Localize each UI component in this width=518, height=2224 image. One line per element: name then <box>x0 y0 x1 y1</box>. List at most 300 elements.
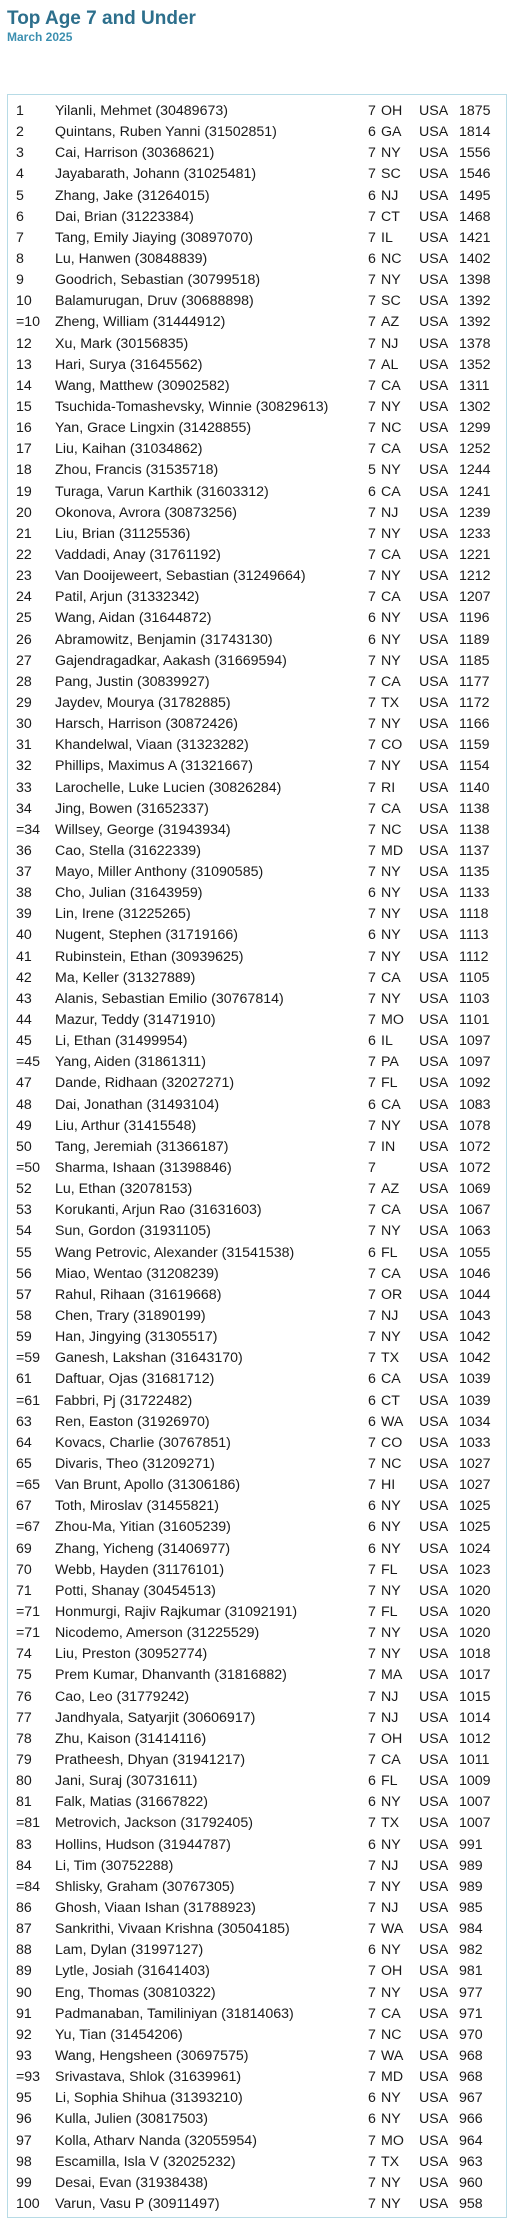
player-name: Li, Ethan (31499954) <box>55 1033 188 1050</box>
player-name: Gajendragadkar, Aakash (31669594) <box>55 652 287 669</box>
list-item <box>8 1454 506 1475</box>
list-item <box>8 503 506 524</box>
player-name: Prem Kumar, Dhanvanth (31816882) <box>55 1667 287 1684</box>
list-item <box>8 1221 506 1242</box>
player-rating: 1252 <box>459 441 491 458</box>
player-federation: USA <box>419 568 449 585</box>
player-age: 7 <box>368 1350 376 1367</box>
player-federation: USA <box>419 2174 449 2191</box>
player-rank: 24 <box>16 589 32 606</box>
list-item <box>8 249 506 270</box>
list-item <box>8 1391 506 1412</box>
player-federation: USA <box>419 187 449 204</box>
list-item <box>8 1813 506 1834</box>
player-rating: 1402 <box>459 250 491 267</box>
player-name: Quintans, Ruben Yanni (31502851) <box>55 124 277 141</box>
player-state: CA <box>381 1202 401 1219</box>
player-federation: USA <box>419 1603 449 1620</box>
player-federation: USA <box>419 1286 449 1303</box>
player-federation: USA <box>419 1646 449 1663</box>
list-item <box>8 904 506 925</box>
player-age: 6 <box>368 1371 376 1388</box>
player-rank: 40 <box>16 927 32 944</box>
list-item <box>8 524 506 545</box>
player-state: OR <box>381 1286 403 1303</box>
player-rank: 17 <box>16 441 32 458</box>
player-state: NY <box>381 1117 401 1134</box>
player-rank: 86 <box>16 1899 32 1916</box>
player-rank: 78 <box>16 1730 32 1747</box>
player-name: Li, Tim (30752288) <box>55 1857 174 1874</box>
player-name: Van Dooijeweert, Sebastian (31249664) <box>55 568 306 585</box>
player-age: 7 <box>368 103 376 119</box>
list-item <box>8 2088 506 2109</box>
list-item <box>8 1073 506 1094</box>
player-federation: USA <box>419 948 449 965</box>
player-federation: USA <box>419 1899 449 1916</box>
player-state: TX <box>381 694 400 711</box>
player-federation: USA <box>419 1688 449 1705</box>
player-rating: 1118 <box>459 906 489 923</box>
player-rating: 991 <box>459 1836 483 1853</box>
player-rating: 1241 <box>459 483 491 500</box>
player-state: NY <box>381 1984 401 2001</box>
player-age: 7 <box>368 737 376 754</box>
player-age: 6 <box>368 1244 376 1261</box>
player-name: Patil, Arjun (31332342) <box>55 589 200 606</box>
list-item <box>8 1095 506 1116</box>
player-age: 7 <box>368 2195 376 2212</box>
player-state: CT <box>381 1392 400 1409</box>
player-rank: 6 <box>16 208 24 225</box>
player-age: 7 <box>368 546 376 563</box>
player-age: 7 <box>368 716 376 733</box>
player-age: 7 <box>368 864 376 881</box>
player-rank: 52 <box>16 1181 32 1198</box>
list-item <box>8 1200 506 1221</box>
list-item <box>8 1539 506 1560</box>
list-item <box>8 2004 506 2025</box>
player-state: OH <box>381 103 403 119</box>
player-rating: 1033 <box>459 1434 491 1451</box>
player-rank: 81 <box>16 1794 32 1811</box>
player-name: Wang, Aidan (31644872) <box>55 610 212 627</box>
player-age: 7 <box>368 1477 376 1494</box>
player-federation: USA <box>419 2047 449 2064</box>
player-state: SC <box>381 166 401 183</box>
player-age: 6 <box>368 483 376 500</box>
player-federation: USA <box>419 906 449 923</box>
list-item <box>8 756 506 777</box>
player-name: Liu, Brian (31125536) <box>55 525 191 542</box>
list-item <box>8 1961 506 1982</box>
player-name: Goodrich, Sebastian (30799518) <box>55 272 261 289</box>
player-rating: 1875 <box>459 103 491 119</box>
player-age: 6 <box>368 124 376 141</box>
player-rating: 1097 <box>459 1033 491 1050</box>
list-item <box>8 989 506 1010</box>
player-name: Zhu, Kaison (31414116) <box>55 1730 207 1747</box>
player-age: 7 <box>368 1012 376 1029</box>
player-state: NY <box>381 1942 401 1959</box>
player-age: 7 <box>368 1751 376 1768</box>
player-rank: 14 <box>16 377 32 394</box>
player-rank: 57 <box>16 1286 32 1303</box>
player-state: NY <box>381 568 401 585</box>
player-rank: 84 <box>16 1857 32 1874</box>
player-federation: USA <box>419 2111 449 2128</box>
player-age: 7 <box>368 694 376 711</box>
player-rating: 1105 <box>459 969 490 986</box>
player-age: 7 <box>368 948 376 965</box>
list-item <box>8 376 506 397</box>
player-name: Balamurugan, Druv (30688898) <box>55 293 254 310</box>
player-rating: 1352 <box>459 356 491 373</box>
player-rating: 1034 <box>459 1413 491 1430</box>
player-age: 7 <box>368 1223 376 1240</box>
player-age: 7 <box>368 1265 376 1282</box>
page-header <box>7 8 196 45</box>
player-rank: 12 <box>16 335 32 352</box>
player-rank: 71 <box>16 1582 32 1599</box>
player-name: Ganesh, Lakshan (31643170) <box>55 1350 243 1367</box>
player-rank: 70 <box>16 1561 32 1578</box>
list-item <box>8 2173 506 2194</box>
player-age: 6 <box>368 1392 376 1409</box>
player-age: 7 <box>368 504 376 521</box>
player-state: NY <box>381 145 401 162</box>
player-rank: 100 <box>16 2195 40 2212</box>
player-federation: USA <box>419 800 449 817</box>
list-item <box>8 101 506 122</box>
player-rank: 25 <box>16 610 32 627</box>
player-state: CA <box>381 1096 401 1113</box>
player-rating: 1239 <box>459 504 491 521</box>
player-rank: 63 <box>16 1413 32 1430</box>
player-name: Toth, Miroslav (31455821) <box>55 1498 220 1515</box>
player-federation: USA <box>419 927 449 944</box>
player-age: 6 <box>368 1519 376 1536</box>
player-federation: USA <box>419 1350 449 1367</box>
list-item <box>8 1517 506 1538</box>
player-rating: 1027 <box>459 1456 491 1472</box>
player-rating: 1015 <box>459 1688 491 1705</box>
player-state: FL <box>381 1561 398 1578</box>
player-name: Turaga, Varun Karthik (31603312) <box>55 483 269 500</box>
player-rank: 64 <box>16 1434 32 1451</box>
player-name: Zhou-Ma, Yitian (31605239) <box>55 1519 231 1536</box>
list-item <box>8 735 506 756</box>
list-item <box>8 1750 506 1771</box>
player-age: 6 <box>368 885 376 902</box>
player-rank: 67 <box>16 1498 32 1515</box>
player-rating: 1113 <box>459 927 489 944</box>
player-age: 7 <box>368 229 376 246</box>
player-federation: USA <box>419 420 449 437</box>
player-state: SC <box>381 293 401 310</box>
player-name: Zhou, Francis (31535718) <box>55 462 219 479</box>
player-name: Khandelwal, Viaan (31323282) <box>55 737 249 754</box>
player-rank: =61 <box>16 1392 41 1409</box>
player-age: 7 <box>368 821 376 838</box>
player-rating: 1311 <box>459 377 490 394</box>
player-rank: =67 <box>16 1519 41 1536</box>
list-item <box>8 1729 506 1750</box>
player-federation: USA <box>419 2005 449 2022</box>
rankings-rows <box>8 101 506 2215</box>
list-item <box>8 1158 506 1179</box>
player-age: 6 <box>368 927 376 944</box>
player-age: 7 <box>368 758 376 775</box>
player-rank: 30 <box>16 716 32 733</box>
player-state: NJ <box>381 1899 399 1916</box>
player-age: 7 <box>368 356 376 373</box>
player-federation: USA <box>419 1456 449 1472</box>
player-age: 7 <box>368 1815 376 1832</box>
player-federation: USA <box>419 1709 449 1726</box>
player-state: NY <box>381 652 401 669</box>
player-state: NY <box>381 525 401 542</box>
player-age: 6 <box>368 2111 376 2128</box>
player-rating: 1078 <box>459 1117 491 1134</box>
player-age: 7 <box>368 2153 376 2170</box>
list-item <box>8 1348 506 1369</box>
player-rank: 99 <box>16 2174 32 2191</box>
player-age: 7 <box>368 208 376 225</box>
list-item <box>8 862 506 883</box>
player-age: 7 <box>368 1308 376 1325</box>
player-age: 7 <box>368 2132 376 2149</box>
player-age: 7 <box>368 1286 376 1303</box>
player-federation: USA <box>419 2153 449 2170</box>
player-state: TX <box>381 1815 400 1832</box>
player-rank: 7 <box>16 229 24 246</box>
player-federation: USA <box>419 1329 449 1346</box>
player-rating: 1072 <box>459 1138 491 1155</box>
player-name: Li, Sophia Shihua (31393210) <box>55 2090 243 2107</box>
player-state: TX <box>381 1350 400 1367</box>
player-name: Miao, Wentao (31208239) <box>55 1265 219 1282</box>
player-state: NY <box>381 948 401 965</box>
player-state: NJ <box>381 187 399 204</box>
player-federation: USA <box>419 335 449 352</box>
list-item <box>8 228 506 249</box>
player-rating: 1042 <box>459 1329 491 1346</box>
player-federation: USA <box>419 1265 449 1282</box>
player-federation: USA <box>419 398 449 415</box>
player-name: Fabbri, Pj (31722482) <box>55 1392 193 1409</box>
player-name: Potti, Shanay (30454513) <box>55 1582 216 1599</box>
player-name: Jandhyala, Satyarjit (30606917) <box>55 1709 256 1726</box>
player-federation: USA <box>419 652 449 669</box>
player-name: Okonova, Avrora (30873256) <box>55 504 237 521</box>
player-age: 7 <box>368 1561 376 1578</box>
player-name: Liu, Kaihan (31034862) <box>55 441 203 458</box>
player-federation: USA <box>419 1561 449 1578</box>
player-rank: =71 <box>16 1603 41 1620</box>
list-item <box>8 799 506 820</box>
player-rating: 1546 <box>459 166 491 183</box>
player-rank: 32 <box>16 758 32 775</box>
player-age: 6 <box>368 1836 376 1853</box>
player-state: CA <box>381 969 401 986</box>
player-state: NY <box>381 1540 401 1557</box>
player-state: NY <box>381 631 401 648</box>
player-rank: 61 <box>16 1371 32 1388</box>
player-rating: 968 <box>459 2069 483 2086</box>
player-federation: USA <box>419 272 449 289</box>
player-rank: 2 <box>16 124 24 141</box>
list-item <box>8 947 506 968</box>
player-rating: 1014 <box>459 1709 491 1726</box>
player-name: Srivastava, Shlok (31639961) <box>55 2069 242 2086</box>
player-state: NY <box>381 1625 401 1642</box>
player-rating: 1011 <box>459 1751 490 1768</box>
player-state: NJ <box>381 1688 399 1705</box>
player-federation: USA <box>419 103 449 119</box>
player-rank: 98 <box>16 2153 32 2170</box>
player-state: FL <box>381 1244 398 1261</box>
player-rating: 1020 <box>459 1625 491 1642</box>
player-rating: 1166 <box>459 716 490 733</box>
player-rank: =81 <box>16 1815 41 1832</box>
player-federation: USA <box>419 483 449 500</box>
player-age: 7 <box>368 1921 376 1938</box>
list-item <box>8 545 506 566</box>
player-name: Mazur, Teddy (31471910) <box>55 1012 216 1029</box>
player-rating: 1207 <box>459 589 491 606</box>
player-name: Cai, Harrison (30368621) <box>55 145 215 162</box>
player-rank: 53 <box>16 1202 32 1219</box>
player-age: 7 <box>368 1709 376 1726</box>
player-name: Kulla, Julien (30817503) <box>55 2111 209 2128</box>
player-rating: 1020 <box>459 1603 491 1620</box>
player-state: NY <box>381 1878 401 1895</box>
player-rating: 1378 <box>459 335 491 352</box>
player-rating: 989 <box>459 1857 483 1874</box>
player-rating: 1392 <box>459 314 491 331</box>
list-item <box>8 693 506 714</box>
player-state: NJ <box>381 1857 399 1874</box>
player-federation: USA <box>419 864 449 881</box>
player-rating: 1244 <box>459 462 491 479</box>
player-federation: USA <box>419 1308 449 1325</box>
player-state: AL <box>381 356 399 373</box>
player-age: 7 <box>368 1857 376 1874</box>
player-federation: USA <box>419 2195 449 2212</box>
player-rating: 981 <box>459 1963 483 1980</box>
player-rank: 33 <box>16 779 32 796</box>
player-rank: 91 <box>16 2005 32 2022</box>
player-age: 7 <box>368 1730 376 1747</box>
player-rating: 1017 <box>459 1667 491 1684</box>
player-rating: 1039 <box>459 1371 491 1388</box>
player-name: Varun, Vasu P (30911497) <box>55 2195 220 2212</box>
player-age: 7 <box>368 2069 376 2086</box>
player-rating: 1097 <box>459 1054 491 1071</box>
player-rank: 4 <box>16 166 24 183</box>
player-rank: =59 <box>16 1350 41 1367</box>
player-rank: 38 <box>16 885 32 902</box>
list-item <box>8 651 506 672</box>
player-age: 6 <box>368 1540 376 1557</box>
list-item <box>8 334 506 355</box>
player-age: 7 <box>368 990 376 1007</box>
player-state: NY <box>381 1836 401 1853</box>
player-federation: USA <box>419 821 449 838</box>
player-federation: USA <box>419 1160 449 1177</box>
player-rank: =45 <box>16 1054 41 1071</box>
player-name: Cho, Julian (31643959) <box>55 885 203 902</box>
list-item <box>8 820 506 841</box>
list-item <box>8 1560 506 1581</box>
player-federation: USA <box>419 1054 449 1071</box>
player-age: 6 <box>368 1033 376 1050</box>
player-age: 7 <box>368 1582 376 1599</box>
player-state: IL <box>381 229 393 246</box>
player-state: AZ <box>381 1181 400 1198</box>
player-rank: 16 <box>16 420 32 437</box>
list-item <box>8 397 506 418</box>
player-federation: USA <box>419 1773 449 1790</box>
player-rating: 1138 <box>459 821 490 838</box>
player-name: Xu, Mark (30156835) <box>55 335 189 352</box>
player-name: Lin, Irene (31225265) <box>55 906 191 923</box>
player-rating: 1023 <box>459 1561 491 1578</box>
player-rank: 59 <box>16 1329 32 1346</box>
player-rating: 963 <box>459 2153 483 2170</box>
player-state: IL <box>381 1033 393 1050</box>
player-rating: 1046 <box>459 1265 491 1282</box>
player-federation: USA <box>419 969 449 986</box>
list-item <box>8 122 506 143</box>
player-name: Pratheesh, Dhyan (31941217) <box>55 1751 246 1768</box>
player-state: NY <box>381 2111 401 2128</box>
player-state: WA <box>381 1413 404 1430</box>
player-name: Yilanli, Mehmet (30489673) <box>55 103 228 119</box>
page-subtitle: March 2025 <box>7 30 73 44</box>
player-rank: =93 <box>16 2069 41 2086</box>
player-federation: USA <box>419 990 449 1007</box>
player-name: Divaris, Theo (31209271) <box>55 1456 215 1472</box>
player-name: Honmurgi, Rajiv Rajkumar (31092191) <box>55 1603 298 1620</box>
player-age: 7 <box>368 800 376 817</box>
player-state: FL <box>381 1773 398 1790</box>
list-item <box>8 2067 506 2088</box>
list-item <box>8 460 506 481</box>
list-item <box>8 1475 506 1496</box>
player-rating: 1042 <box>459 1350 491 1367</box>
player-rating: 982 <box>459 1942 483 1959</box>
player-rank: 93 <box>16 2047 32 2064</box>
player-name: Harsch, Harrison (30872426) <box>55 716 238 733</box>
player-state: CA <box>381 1751 401 1768</box>
player-rating: 1101 <box>459 1012 490 1029</box>
player-state: NY <box>381 990 401 1007</box>
player-state: NY <box>381 2195 401 2212</box>
player-rank: 87 <box>16 1921 32 1938</box>
player-rank: 96 <box>16 2111 32 2128</box>
list-item <box>8 1179 506 1200</box>
player-state: MO <box>381 1012 404 1029</box>
player-name: Dai, Jonathan (31493104) <box>55 1096 220 1113</box>
player-state: NY <box>381 758 401 775</box>
player-state: CA <box>381 589 401 606</box>
player-rating: 1083 <box>459 1096 491 1113</box>
player-federation: USA <box>419 589 449 606</box>
player-rank: =84 <box>16 1878 41 1895</box>
player-federation: USA <box>419 673 449 690</box>
